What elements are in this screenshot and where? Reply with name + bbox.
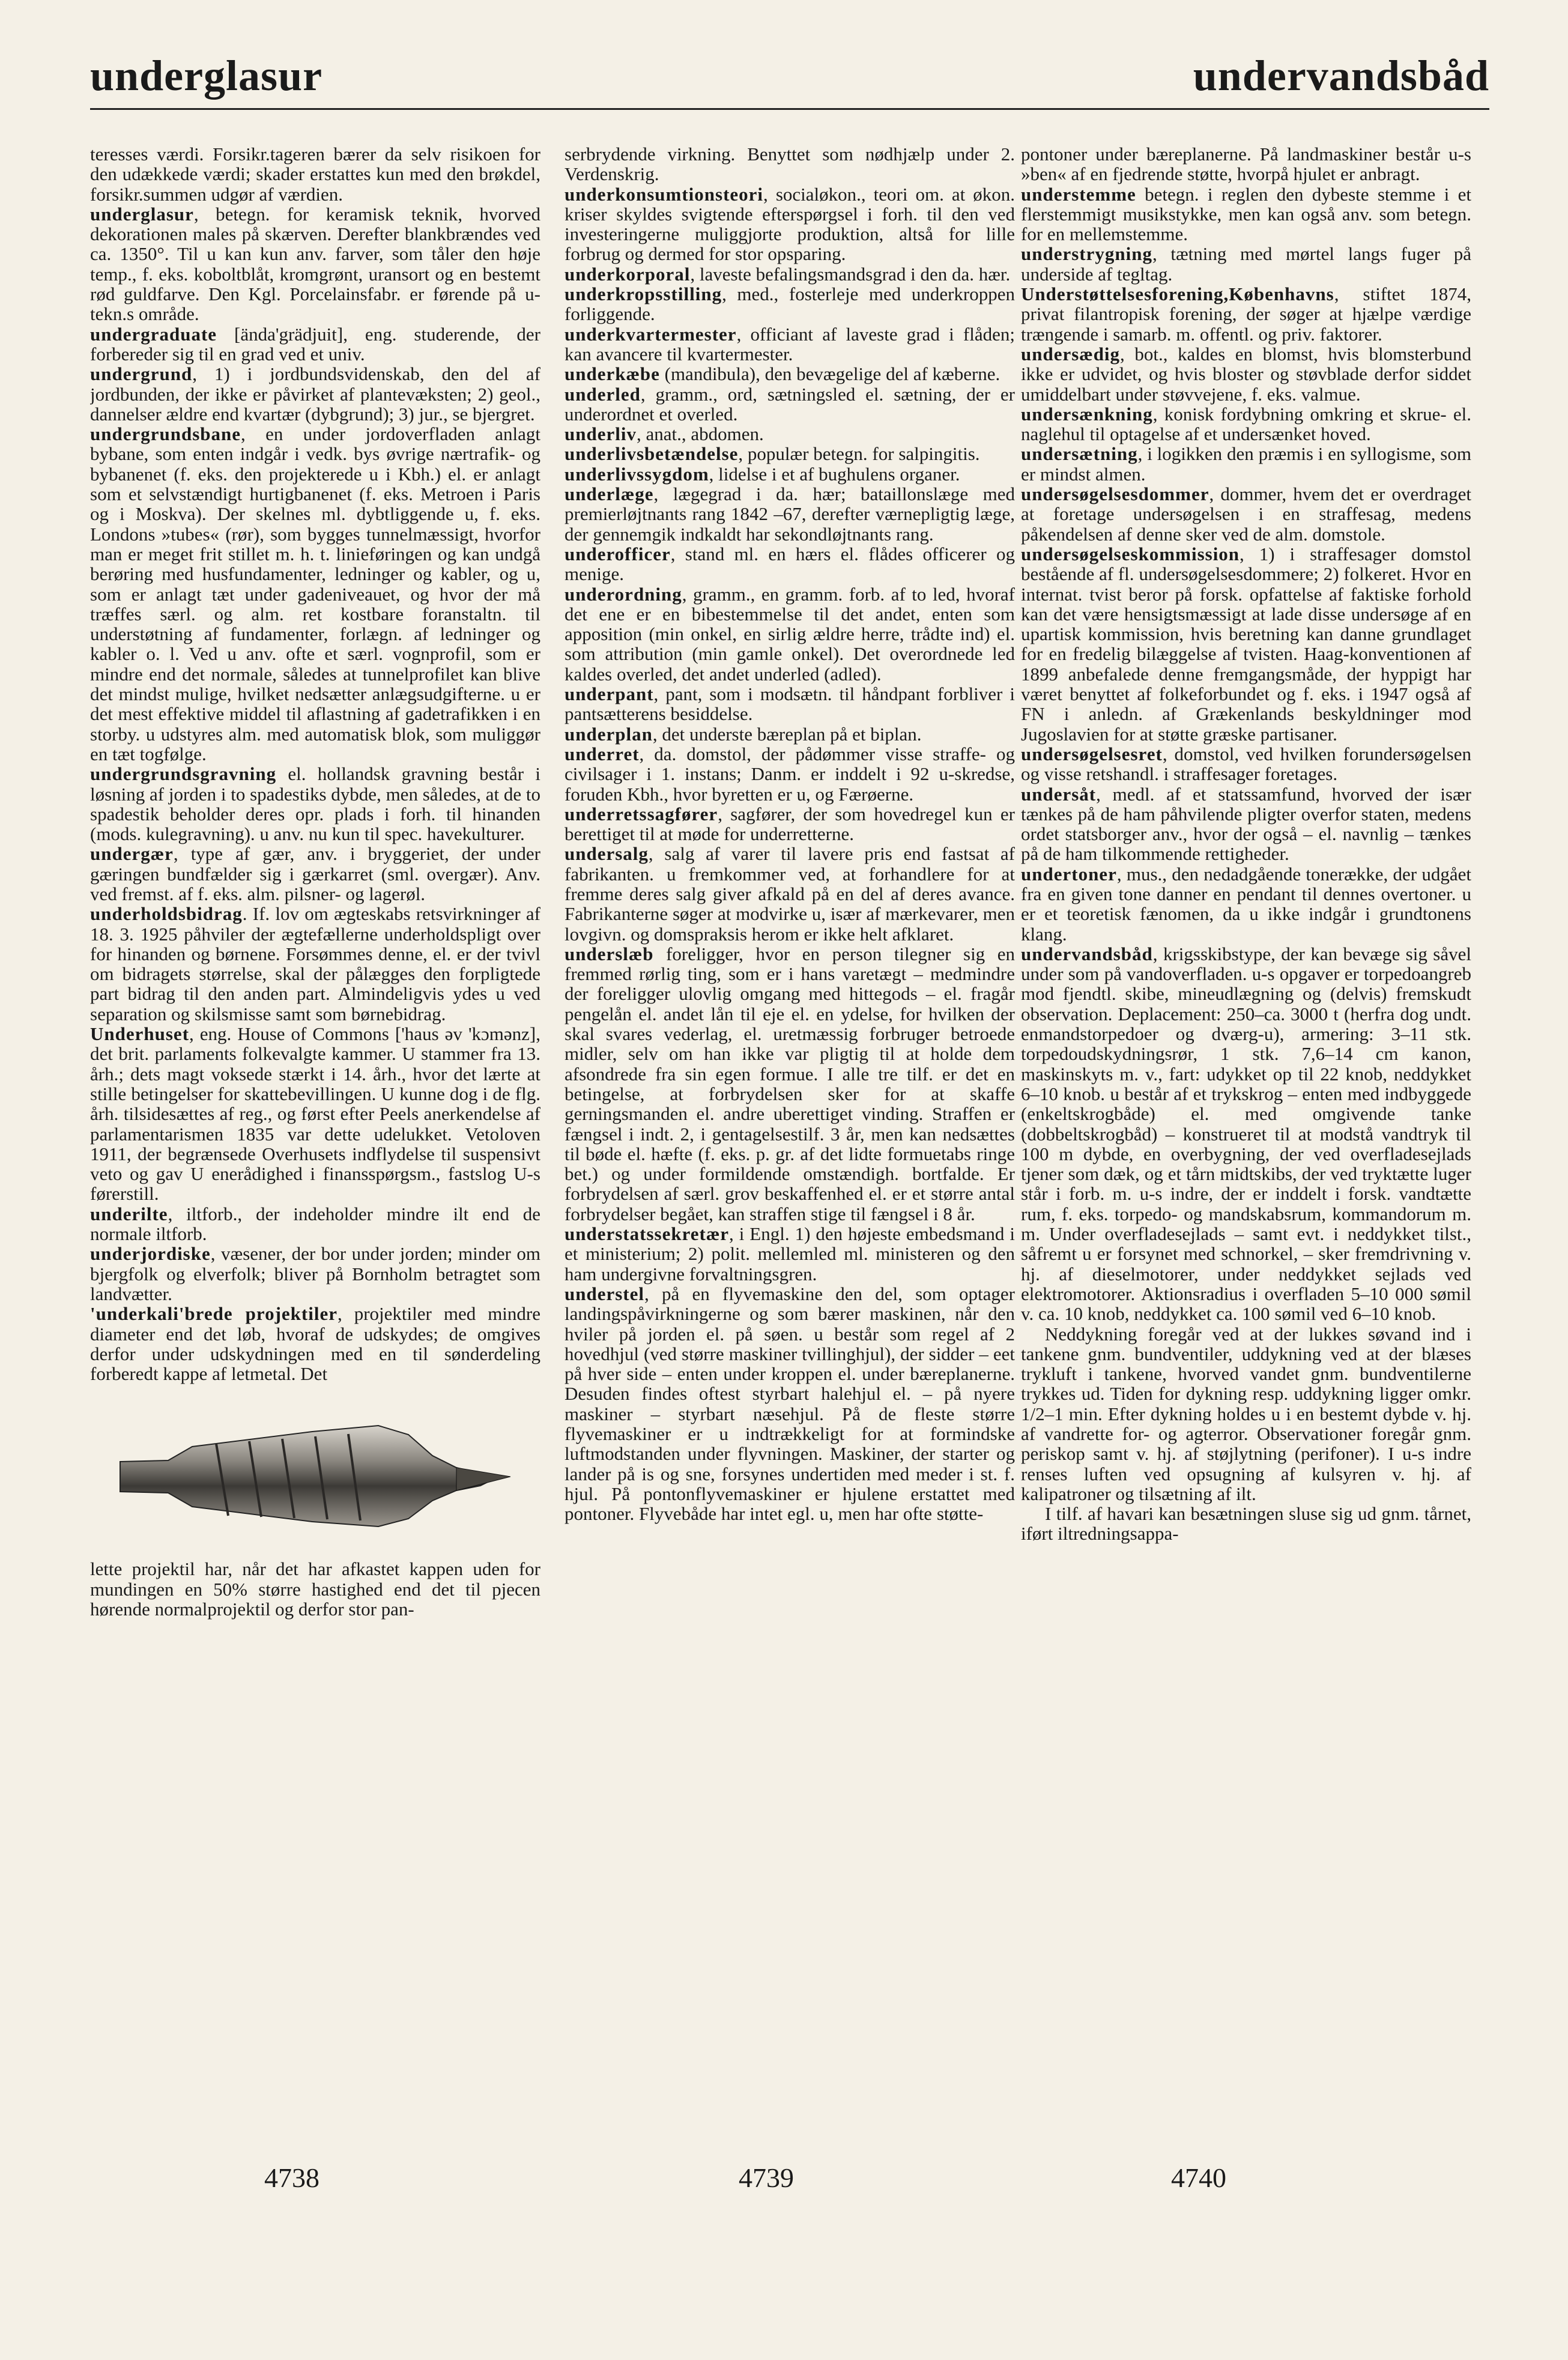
dictionary-entry bbox=[90, 764, 540, 844]
entry-text: (mandibula), den bevægelige del af kæberne. bbox=[659, 363, 1000, 385]
entry-text: , projektiler med mindre diameter end det løb, hvoraf de udskydes; de omgives derfor under udskydningen med en til sønderdeling forberedt kappe af letmetal. Det bbox=[90, 1303, 540, 1385]
dictionary-entry bbox=[565, 184, 1015, 264]
dictionary-entry bbox=[1021, 784, 1471, 864]
dictionary-entry bbox=[1021, 184, 1471, 244]
dictionary-entry bbox=[90, 204, 540, 324]
entry-headword: underofficer bbox=[565, 543, 671, 564]
entry-text: I tilf. af havari kan besætningen sluse sig ud gnm. tårnet, iført iltredningsappa- bbox=[1021, 1503, 1471, 1545]
entry-text: , krigsskibstype, der kan bevæge sig såvel under som på vandoverfladen. u-s opgaver er torpedoangreb mod fjendtl. skibe, mineudlægning og (delvis) fremskudt observation. Deplacement: 250–ca. 3000 t (herfra dog undt. enmandstorpedoer og dværg-u), armering: 3–11 stk. torpedoudskydningsrør, 1 stk. 7,6–14 cm kanon, maskinskyts m. v., fart: udykket op til 22 knob, neddykket 6–10 knob. u består af et trykskrog – enten med indbyggede (enkeltskrogbåde) el. med omgivende tanke (dobbeltskrogbåd) – konstrueret til at modstå vandtryk til 100 m dybde, en overbygning, der ved overfladesejlads tjener som dæk, og et tårn midtskibs, der ved tryktætte luger står i forb. m. u-s indre, der er inddelt i forsk. vandtætte rum, f. eks. torpedo- og mandskabsrum, kommandorum m. m. Under overfladesejlads – samt evt. i neddykket tilst., såfremt u er forsynet med schnorkel, – sker fremdrivning v. hj. af dieselmotorer, under neddykket sejlads ved elektromotorer. Aktionsradius i overfladen 5–10 000 sømil v. ca. 10 knob, neddykket ca. 100 sømil ved 6–10 knob. bbox=[1021, 943, 1471, 1325]
entry-text: lette projektil har, når det har afkastet kappen uden for mundingen en 50% større hastighed end det til pjecen hørende normalprojektil og derfor stor pan- bbox=[90, 1558, 540, 1620]
header-rule bbox=[90, 108, 1489, 110]
entry-headword: 'underkali'brede projektiler bbox=[90, 1303, 338, 1325]
entry-text: [ända'grädjuit], eng. studerende, der forbereder sig til en grad ved et univ. bbox=[90, 323, 540, 365]
entry-headword: undersåt bbox=[1021, 783, 1097, 805]
dictionary-entry bbox=[90, 1244, 540, 1304]
entry-text: , konisk fordybning omkring et skrue- el. naglehul til optagelse af et undersænket hoved. bbox=[1021, 403, 1471, 445]
dictionary-entry bbox=[565, 144, 1015, 184]
entry-headword: Underhuset bbox=[90, 1023, 190, 1045]
entry-headword: understel bbox=[565, 1283, 644, 1304]
dictionary-entry bbox=[90, 844, 540, 904]
entry-text: , en under jordoverfladen anlagt bybane, som enten indgår i vedk. bys øvrige nærtrafik- og bybanenet (f. eks. den projekterede u i Kbh.) el. er anlagt som et selvstændigt hurtigbanenet (f. eks. Metroen i Paris og i Moskva). Der skelnes ml. dybtliggende u, f. eks. Londons »tubes« (rør), som bygges tunnelmæssigt, hvorfor man er meget frit stillet m. h. t. linieføringen og kan undgå berøring med husfundamenter, ledninger og kabler, og u, som er anlagt tæt under gadeniveauet, og hvor der må træffes særl. og alm. ret kostbare foranstaltn. til understøtning af fundamenter, forlægn. af ledninger og kabler o. l. Ved u anv. ofte et særl. vognprofil, som er mindre end det normale, således at tunnelprofilet kan blive det mindst mulige, hvilket nedsætter anlægsudgifterne. u er det mest effektive middel til aflastning af gadetrafikken i en storby. u udstyres alm. med automatisk blok, som muliggør en tæt togfølge. bbox=[90, 423, 540, 764]
entry-text: el. hollandsk gravning består i løsning af jorden i to spadestiks dybde, men således, at de to spadestik beholder deres opr. plads i forh. til hinanden (mods. kulegravning). u anv. nu kun til spec. havekulturer. bbox=[90, 763, 540, 845]
dictionary-entry bbox=[565, 1224, 1015, 1284]
entry-headword: underretssagfører bbox=[565, 803, 718, 824]
entry-text: , mus., den nedadgående tonerække, der udgået fra en given tone danner en pendant til dennes overtoner. u er et teoretisk fænomen, da u ikke indgår i grundtonens klang. bbox=[1021, 863, 1471, 945]
entry-headword: underled bbox=[565, 383, 641, 405]
entry-headword: undergraduate bbox=[90, 323, 217, 345]
entry-headword: undergrund bbox=[90, 363, 193, 385]
dictionary-entry bbox=[565, 744, 1015, 804]
dictionary-entry bbox=[90, 324, 540, 365]
dictionary-entry bbox=[90, 364, 540, 424]
entry-headword: understatssekretær bbox=[565, 1223, 730, 1245]
dictionary-entry bbox=[1021, 1324, 1471, 1504]
projectile-body bbox=[120, 1426, 492, 1526]
entry-headword: underkæbe bbox=[565, 363, 660, 385]
entry-text: betegn. i reglen den dybeste stemme i et flerstemmigt musikstykke, men kan også anv. som betegn. for en mellemstemme. bbox=[1021, 183, 1471, 245]
entry-text: , anat., abdomen. bbox=[636, 423, 764, 445]
entry-text: , socialøkon., teori om. at økon. kriser skyldes svigtende efterspørgsel i forh. til den ved investeringerne muliggjorte produktion, altså for lille forbrug og dermed for stor opsparing. bbox=[565, 183, 1015, 265]
entry-text: . If. lov om ægteskabs retsvirkninger af 18. 3. 1925 påhviler der ægtefællerne underholdspligt over for hinanden og børnene. Forsømmes denne, el. er der tvivl om bidragets størrelse, skal der pålægges den forpligtede part bidrag til den anden part. Almindeligvis ydes u ved separation og skilsmisse samt som børnebidrag. bbox=[90, 903, 540, 1024]
dictionary-entry bbox=[565, 584, 1015, 684]
entry-headword: Understøttelsesforening,Københavns bbox=[1021, 283, 1334, 305]
entry-headword: undergær bbox=[90, 843, 174, 865]
dictionary-entry bbox=[90, 904, 540, 1024]
entry-headword: undersætning bbox=[1021, 443, 1138, 465]
entry-headword: underslæb bbox=[565, 943, 654, 964]
dictionary-entry bbox=[1021, 404, 1471, 444]
entry-headword: underlivsbetændelse bbox=[565, 443, 739, 465]
entry-headword: underkropsstilling bbox=[565, 283, 722, 305]
entry-text: , laveste befalingsmandsgrad i den da. hær. bbox=[690, 263, 1011, 285]
entry-text: , iltforb., der indeholder mindre ilt end de normale iltforb. bbox=[90, 1203, 540, 1245]
dictionary-entry bbox=[1021, 444, 1471, 484]
column-1 bbox=[90, 144, 540, 2126]
entry-text: serbrydende virkning. Benyttet som nødhjælp under 2. Verdenskrig. bbox=[565, 144, 1015, 185]
entry-text: , stand ml. en hærs el. flådes officerer og menige. bbox=[565, 543, 1015, 585]
dictionary-entry bbox=[565, 724, 1015, 744]
left-guide-word: underglasur bbox=[90, 52, 323, 100]
dictionary-entry bbox=[1021, 944, 1471, 1324]
dictionary-entry bbox=[565, 484, 1015, 544]
entry-headword: underkonsumtionsteori bbox=[565, 183, 764, 205]
entry-text: , lægegrad i da. hær; bataillonslæge med premierløjtnants rang 1842 –67, derefter værnepligtig læge, der gennemgik indkaldt har sekondløjtnants rang. bbox=[565, 483, 1015, 545]
entry-headword: underglasur bbox=[90, 203, 194, 225]
entry-headword: undervandsbåd bbox=[1021, 943, 1153, 964]
entry-text: , stiftet 1874, privat filantropisk forening, der søger at hjælpe værdige trængende i samarb. m. offentl. og priv. faktorer. bbox=[1021, 283, 1471, 345]
dictionary-entry bbox=[565, 944, 1015, 1224]
entry-headword: undergrundsgravning bbox=[90, 763, 277, 785]
entry-headword: underordning bbox=[565, 583, 682, 605]
entry-text: , i logikken den præmis i en syllogisme, som er mindst almen. bbox=[1021, 443, 1471, 485]
dictionary-entry bbox=[1021, 744, 1471, 784]
dictionary-entry bbox=[90, 1024, 540, 1204]
dictionary-entry bbox=[1021, 1504, 1471, 1544]
entry-headword: underlivssygdom bbox=[565, 463, 709, 485]
projectile-illustration bbox=[96, 1390, 528, 1552]
column-3 bbox=[1021, 144, 1471, 2126]
entry-text: , gramm., ord, sætningsled el. sætning, der er underordnet et overled. bbox=[565, 383, 1015, 425]
entry-text: , officiant af laveste grad i flåden; kan avancere til kvartermester. bbox=[565, 323, 1015, 365]
entry-headword: underjordiske bbox=[90, 1243, 211, 1265]
entry-text: , pant, som i modsætn. til håndpant forbliver i pantsætterens besiddelse. bbox=[565, 683, 1015, 725]
entry-headword: underpant bbox=[565, 683, 654, 705]
dictionary-entry bbox=[1021, 344, 1471, 404]
entry-headword: underlæge bbox=[565, 483, 654, 505]
entry-text: , dommer, hvem det er overdraget at foretage undersøgelsen i en straffesag, medens påkendelsen af denne sker ved de alm. domstole. bbox=[1021, 483, 1471, 545]
entry-text: , sagfører, der som hovedregel kun er berettiget til at møde for underretterne. bbox=[565, 803, 1015, 845]
entry-headword: undertoner bbox=[1021, 863, 1117, 885]
entry-text: , eng. House of Commons ['haus əv 'kɔmənz], det brit. parlaments folkevalgte kammer. U stammer fra 13. årh.; dets magt voksede stærkt i 14. årh., hvor det lærte at stille betingelser for skattebevillingen. U kunne dog i de flg. årh. tilsidesættes af reg., og først efter Peels anerkendelse af parlamentarismen 1835 var dette udelukket. Vetoloven 1911, der begrænsede Overhusets indflydelse til suspensivt veto og gav U enerådighed i finansspørgsm., fastslog U-s førerstill. bbox=[90, 1023, 540, 1205]
entry-headword: undersædig bbox=[1021, 343, 1121, 365]
entry-text: , bot., kaldes en blomst, hvis blomsterbund ikke er udvidet, og hvis bloster og støvblade derfor siddet umiddelbart under støvvejene, f. eks. valmue. bbox=[1021, 343, 1471, 405]
dictionary-entry bbox=[90, 1304, 540, 1384]
entry-text: , 1) i straffesager domstol bestående af fl. undersøgelsesdommere; 2) folkeret. Hvor en internat. tvist beror på forsk. opfattelse af faktiske forhold kan det være hensigtsmæssigt at lade disse undersøge af en upartisk kommission, hvis beretning kan danne grundlaget for en fredelig bilæggelse af tvisten. Haag-konventionen af 1899 anbefalede denne fremgangsmåde, der hyppigt har været benyttet af folkeforbundet og f. eks. i 1947 også af FN i anledn. af Grækenlands beskyldninger mod Jugoslavien for at støtte græske partisaner. bbox=[1021, 543, 1471, 745]
entry-headword: undergrundsbane bbox=[90, 423, 241, 445]
entry-text: , det underste bæreplan på et biplan. bbox=[652, 723, 922, 745]
dictionary-entry bbox=[1021, 144, 1471, 184]
entry-text: , populær betegn. for salpingitis. bbox=[738, 443, 980, 465]
entry-headword: underholdsbidrag bbox=[90, 903, 243, 925]
dictionary-entry bbox=[565, 384, 1015, 425]
page-number-left: 4738 bbox=[264, 2162, 319, 2193]
entry-headword: underilte bbox=[90, 1203, 168, 1224]
entry-text: foreligger, hvor en person tilegner sig en fremmed rørlig ting, som er i hans varetægt – medmindre der foreligger ulovlig omgang med hittegods – el. fragår pengelån el. andet lån til eje el. en ydelse, for hvilken der skal svares vederlag, el. uretmæssig forbruger betroede midler, selv om han ikke var pligtig til at holde dem afsondrede fra sin egen formue. I alle tre tilf. er det en betingelse, at forbrydelsen sker for at skaffe gerningsmanden el. andre uberettiget vinding. Straffen er fængsel i indt. 2, i gentagelsestilf. 3 år, men kan nedsættes til bøde el. hæfte (f. eks. p. gr. af det lidte formuetabs ringe bet.) og under formildende omstændigh. bortfalde. Er forbrydelsen af særl. grov beskaffenhed el. er et større antal forbrydelser begået, kan straffen stige til fængsel i 8 år. bbox=[565, 943, 1015, 1224]
dictionary-entry bbox=[565, 324, 1015, 365]
entry-headword: undersøgelseskommission bbox=[1021, 543, 1240, 564]
dictionary-entry bbox=[565, 684, 1015, 724]
entry-text: , salg af varer til lavere pris end fastsat af fabrikanten. u fremkommer ved, at forhandlere for at fremme deres salg giver afkald på en del af deres avance. Fabrikanterne søger at modvirke u, især af mærkevarer, men lovgivn. og domspraksis herom er ikke helt afklaret. bbox=[565, 843, 1015, 945]
entry-headword: underret bbox=[565, 743, 640, 764]
entry-text: , 1) i jordbundsvidenskab, den del af jordbunden, der ikke er påvirket af plantevæksten; 2) geol., dannelser ældre end kvartær (dybgrund); 3) jur., se bjergret. bbox=[90, 363, 540, 425]
dictionary-entry bbox=[565, 844, 1015, 943]
dictionary-entry bbox=[565, 804, 1015, 844]
entry-text: , med., fosterleje med underkroppen forliggende. bbox=[565, 283, 1015, 325]
entry-headword: undersøgelsesdommer bbox=[1021, 483, 1209, 505]
dictionary-entry bbox=[565, 284, 1015, 324]
entry-headword: underliv bbox=[565, 423, 637, 445]
dictionary-entry bbox=[565, 444, 1015, 464]
dictionary-entry bbox=[565, 264, 1015, 284]
entry-text: pontoner under bæreplanerne. På landmaskiner består u-s »ben« af en fjedrende støtte, hvorpå hjulet er anbragt. bbox=[1021, 144, 1471, 185]
entry-text: Neddykning foregår ved at der lukkes søvand ind i tankene gnm. bundventiler, uddykning ved at der blæses trykluft i tankene, hvorved vandet gnm. bundventilerne trykkes ud. Tiden for dykning resp. uddykning ligger omkr. 1/2–1 min. Efter dykning holdes u i en bestemt dybde v. hj. af vandrette for- og agterror. Observationer foregår gnm. periskop samt v. hj. af støjlytning (perifoner). I u-s indre renses luften ved opsugning af kulsyren v. hj. af kalipatroner og tilsætning af ilt. bbox=[1021, 1323, 1471, 1504]
dictionary-entry bbox=[1021, 284, 1471, 344]
entry-headword: undersøgelsesret bbox=[1021, 743, 1163, 764]
dictionary-entry bbox=[90, 1204, 540, 1244]
dictionary-entry bbox=[90, 424, 540, 764]
dictionary-entry bbox=[1021, 244, 1471, 284]
entry-text: , på en flyvemaskine den del, som optager landingspåvirkningerne og som bærer maskinen, når den hviler på jorden el. på søen. u består som regel af 2 hovedhjul (ved større maskiner tvillinghjul), der sidder – eet på hver side – enten under kroppen el. under bæreplanerne. Desuden findes oftest styrbart halehjul el. – på nyere maskiner – styrbart næsehjul. På de fleste større flyvemaskiner er u indtrækkeligt for at formindske luftmodstanden under flyvningen. Maskiner, der starter og lander på is og sne, forsynes undertiden med meder i st. f. hjul. På pontonflyvemaskiner er hjulene erstattet med pontoner. Flyvebåde har intet egl. u, men har ofte støtte- bbox=[565, 1283, 1015, 1525]
entry-text: , da. domstol, der pådømmer visse straffe- og civilsager i 1. instans; Danm. er inddelt i 92 u-skredse, foruden Kbh., hvor byretten er u, og Færøerne. bbox=[565, 743, 1015, 805]
entry-headword: understrygning bbox=[1021, 243, 1152, 265]
dictionary-entry bbox=[90, 144, 540, 204]
dictionary-entry bbox=[565, 364, 1015, 384]
dictionary-entry bbox=[565, 544, 1015, 584]
entry-headword: underkvartermester bbox=[565, 323, 737, 345]
dictionary-entry bbox=[90, 1559, 540, 1619]
entry-text: , betegn. for keramisk teknik, hvorved dekorationen males på skærven. Derefter blankbrændes ved ca. 1350°. Til u kan kun anv. farver, som tåler den høje temp., f. eks. koboltblåt, kromgrønt, uransort og en bestemt rød guldfarve. Den Kgl. Porcelainsfabr. er førende på u-tekn.s område. bbox=[90, 203, 540, 325]
entry-text: , i Engl. 1) den højeste embedsmand i et ministerium; 2) polit. mellemled ml. ministeren og den ham undergivne forvaltningsgren. bbox=[565, 1223, 1015, 1284]
dictionary-entry bbox=[565, 424, 1015, 444]
entry-text: , tætning med mørtel langs fuger på underside af tegltag. bbox=[1021, 243, 1471, 285]
entry-headword: underkorporal bbox=[565, 263, 691, 285]
dictionary-entry bbox=[565, 1284, 1015, 1524]
entry-text: , domstol, ved hvilken forundersøgelsen og visse retshandl. i straffesager foretages. bbox=[1021, 743, 1471, 785]
column-2 bbox=[565, 144, 1015, 2126]
dictionary-entry bbox=[1021, 484, 1471, 544]
entry-text: , type af gær, anv. i bryggeriet, der under gæringen bundfælder sig i gærkarret (sml. overgær). Anv. ved fremst. af f. eks. alm. pilsner- og lagerøl. bbox=[90, 843, 540, 904]
entry-headword: undersænkning bbox=[1021, 403, 1153, 425]
right-guide-word: undervandsbåd bbox=[1193, 52, 1489, 100]
entry-text: , gramm., en gramm. forb. af to led, hvoraf det ene er en bibestemmelse til det andet, enten som apposition (min onkel, en sirlig ældre herre, trådte ind) el. som attribution (min gamle onkel). Det overordnede led kaldes overled, det andet underled (adled). bbox=[565, 583, 1015, 685]
entry-text: teresses værdi. Forsikr.tageren bærer da selv risikoen for den udækkede værdi; skader erstattes kun med den brøkdel, forsikr.summen udgør af værdien. bbox=[90, 144, 540, 205]
projectile-tip bbox=[456, 1468, 510, 1490]
page-number-right: 4740 bbox=[1171, 2162, 1226, 2193]
entry-text: , lidelse i et af bughulens organer. bbox=[709, 463, 960, 485]
page-header bbox=[90, 45, 1489, 105]
entry-text: , medl. af et statssamfund, hvorved der især tænkes på de ham påhvilende pligter overfor staten, medens ordet statsborger anv., hvor der også – el. navnlig – tænkes på de ham tilkommende rettigheder. bbox=[1021, 783, 1471, 865]
entry-headword: underplan bbox=[565, 723, 653, 745]
entry-headword: undersalg bbox=[565, 843, 649, 865]
entry-text: , væsener, der bor under jorden; minder om bjergfolk og elverfolk; bliver på Bornholm betragtet som landvætter. bbox=[90, 1243, 540, 1304]
entry-headword: understemme bbox=[1021, 183, 1136, 205]
dictionary-entry bbox=[565, 464, 1015, 484]
dictionary-entry bbox=[1021, 544, 1471, 744]
page-number-middle: 4739 bbox=[739, 2162, 794, 2193]
dictionary-entry bbox=[1021, 864, 1471, 944]
